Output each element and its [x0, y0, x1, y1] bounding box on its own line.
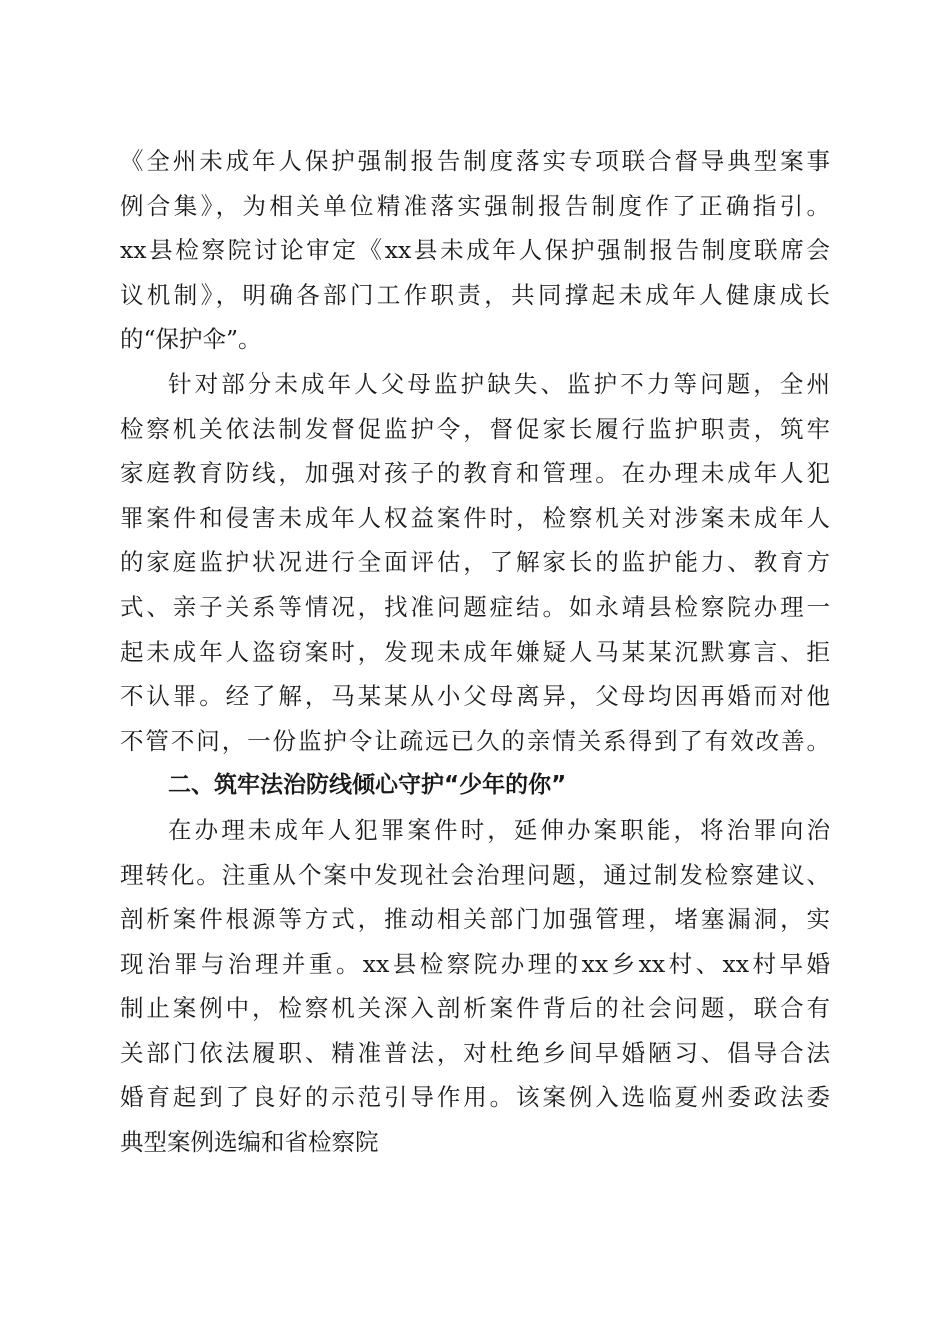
- text-line: 制止案例中，检察机关深入剖析案件背后的社会问题，联合有: [120, 994, 830, 1023]
- text-line: 家庭教育防线，加强对孩子的教育和管理。在办理未成年人犯: [120, 459, 830, 488]
- text-line: 关部门依法履职、精准普法，对杜绝乡间早婚陋习、倡导合法: [120, 1038, 830, 1067]
- text-line: 检察机关依法制发督促监护令，督促家长履行监护职责，筑牢: [120, 414, 830, 443]
- text-line: 式、亲子关系等情况，找准问题症结。如永靖县检察院办理一: [120, 592, 830, 621]
- text-line: 典型案例选编和省检察院: [120, 1128, 379, 1157]
- text-line: 的家庭监护状况进行全面评估，了解家长的监护能力、教育方: [120, 548, 830, 577]
- paragraph-first-line: 在办理未成年人犯罪案件时，延伸办案职能，将治罪向治: [168, 815, 830, 844]
- section-heading: 二、筑牢法治防线倾心守护“少年的你”: [168, 772, 567, 799]
- text-line: 不管不问，一份监护令让疏远已久的亲情关系得到了有效改善。: [120, 726, 830, 755]
- text-line: 不认罪。经了解，马某某从小父母离异，父母均因再婚而对他: [120, 682, 830, 711]
- text-line: 的“保护伞”。: [120, 325, 262, 354]
- text-line: 理转化。注重从个案中发现社会治理问题，通过制发检察建议、: [120, 860, 830, 889]
- document-body: [120, 139, 830, 1165]
- text-line: 《全州未成年人保护强制报告制度落实专项联合督导典型案事: [120, 147, 830, 175]
- text-line: 罪案件和侵害未成年人权益案件时，检察机关对涉案未成年人: [120, 503, 830, 532]
- text-line: 现治罪与治理并重。xx县检察院办理的xx乡xx村、xx村早婚: [120, 949, 830, 978]
- text-line: 议机制》，明确各部门工作职责，共同撑起未成年人健康成长: [120, 280, 830, 309]
- text-line: 例合集》，为相关单位精准落实强制报告制度作了正确指引。: [120, 191, 830, 220]
- text-line: 起未成年人盗窃案时，发现未成年嫌疑人马某某沉默寡言、拒: [120, 637, 830, 666]
- text-line: xx县检察院讨论审定《xx县未成年人保护强制报告制度联席会: [120, 236, 830, 265]
- text-line: 婚育起到了良好的示范引导作用。该案例入选临夏州委政法委: [120, 1083, 830, 1112]
- paragraph-first-line: 针对部分未成年人父母监护缺失、监护不力等问题，全州: [168, 369, 830, 398]
- text-line: 剖析案件根源等方式，推动相关部门加强管理，堵塞漏洞，实: [120, 905, 830, 934]
